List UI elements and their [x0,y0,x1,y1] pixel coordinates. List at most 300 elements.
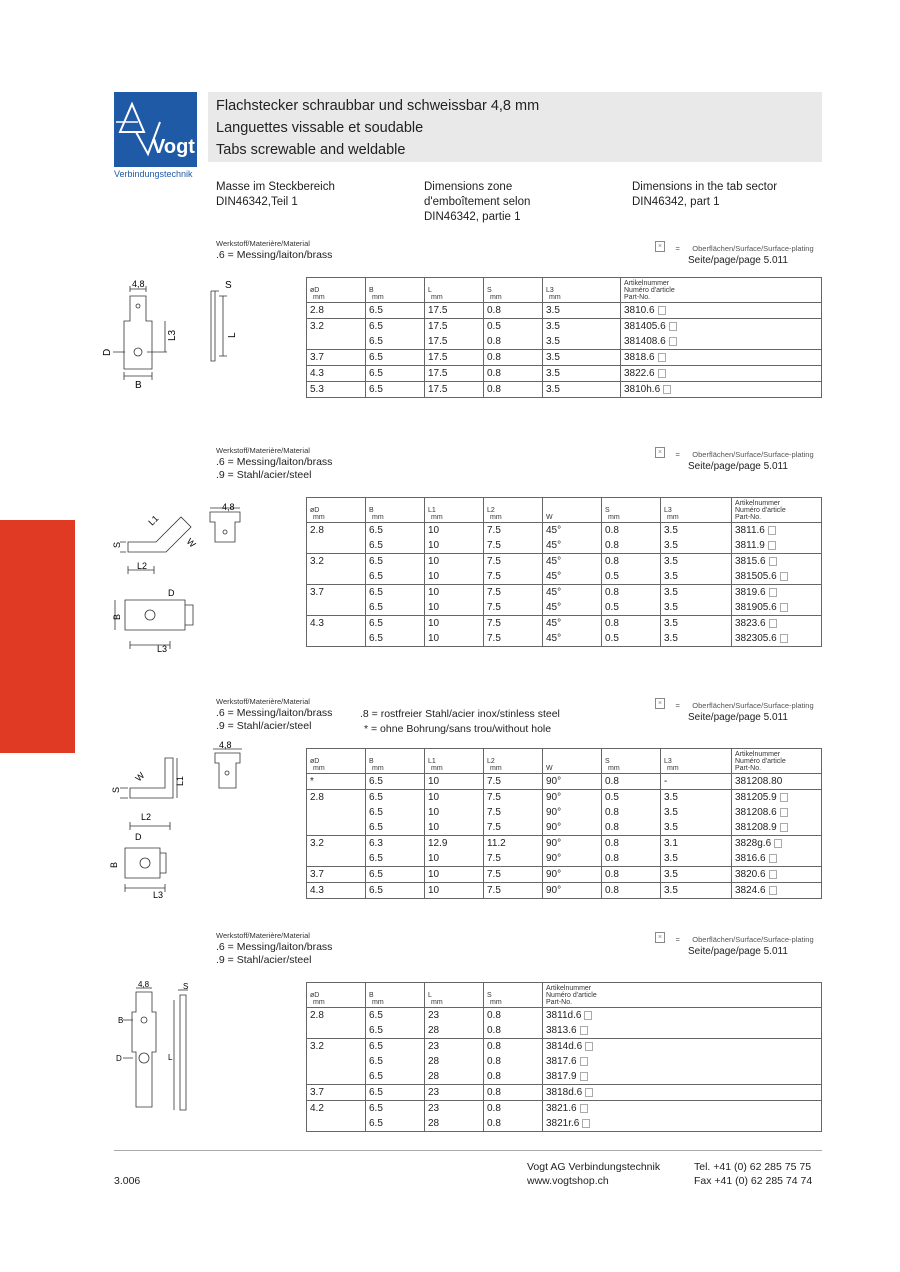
cell-value: 3.5 [546,336,560,347]
company-name: Vogt AG Verbindungstechnik [527,1161,661,1173]
cell-value: 3.2 [310,321,324,332]
cell-value: 6.5 [369,602,383,613]
table-cell [661,790,732,806]
cell-value: 3.1 [664,838,678,849]
table-cell [543,851,602,867]
table-cell [307,1101,366,1117]
cell-value: 0.8 [487,1071,501,1082]
column-header [366,749,425,774]
table-cell [661,616,732,632]
part-number-cell [732,790,822,806]
dim-s: S [225,280,232,291]
table-cell [366,1101,425,1117]
table-cell [307,319,366,335]
column-header-part-no [732,498,822,523]
table-cell [661,820,732,836]
cell-value: 0.5 [605,633,619,644]
table-cell [307,1039,366,1055]
part-number-cell [732,836,822,852]
table-cell [307,867,366,883]
plating-option-icon [658,353,666,362]
table-cell [307,538,366,554]
cell-value: 28 [428,1056,440,1067]
column-header-label: L3 [664,507,672,514]
cell-value: 12.9 [428,838,448,849]
dim-l3: L3 [157,644,168,654]
column-header-label: W [546,765,553,772]
cell-value: 11.2 [487,838,506,849]
material-steel: .9 = Stahl/acier/steel [216,469,312,481]
column-header [543,749,602,774]
column-header-label: S [605,758,610,765]
table-cell [543,382,621,398]
table-cell [661,836,732,852]
material-stainless: .8 = rostfreier Stahl/acier inox/stinless steel [360,708,560,720]
table-cell [543,319,621,335]
cell-value: 45° [546,602,562,613]
table-cell [366,366,425,382]
table-cell [425,1008,484,1024]
table-cell [307,805,366,820]
plating-label: Oberflächen/Surface/Surface-plating [692,701,814,710]
cell-value: 2.8 [310,792,324,803]
part-number: 381405.6 [624,321,666,332]
column-unit: mm [667,765,679,772]
company-website-link[interactable]: www.vogtshop.ch [527,1175,609,1187]
subheader-en [632,180,832,210]
dim-l3: L3 [153,890,164,900]
subheader-fr [424,180,624,225]
dim-l2: L2 [137,561,148,571]
table-cell [307,820,366,836]
table-cell [543,334,621,350]
cell-value: 3.5 [546,352,560,363]
cell-value: 3.5 [546,384,560,395]
cell-value: 0.5 [605,571,619,582]
table-cell [425,538,484,554]
part-number-cell [543,1085,822,1101]
cell-value: 3.5 [664,571,678,582]
part-number: 3821.6 [546,1103,577,1114]
table-cell [484,631,543,647]
cell-value: 6.5 [369,1056,383,1067]
table-cell [602,883,661,899]
cell-value: 0.8 [605,838,619,849]
table-cell [366,382,425,398]
cell-value: 6.5 [369,1118,383,1129]
cell-value: 3.2 [310,556,324,567]
cell-value: 28 [428,1071,440,1082]
part-number: 3819.6 [735,587,766,598]
table-cell [307,600,366,616]
plating-option-icon [663,385,671,394]
column-header [484,278,543,303]
title-de: Flachstecker schraubbar und schweissbar 4,8 mm [216,98,540,114]
column-header-label: L1 [428,507,436,514]
dim-l: L [168,1053,173,1062]
cell-value: 6.5 [369,571,383,582]
table-cell [307,334,366,350]
table-cell [484,585,543,601]
table-cell [543,538,602,554]
cell-value: 6.5 [369,587,383,598]
dim-d: D [168,588,175,598]
column-header-label: L3 [664,758,672,765]
plating-option-icon [582,1119,590,1128]
cell-value: 90° [546,838,562,849]
part-number: 381905.6 [735,602,777,613]
material-steel: .9 = Stahl/acier/steel [216,720,312,732]
cell-value: 0.8 [605,853,619,864]
column-unit: mm [490,999,502,1006]
table-cell [484,867,543,883]
part-number-cell [621,350,822,366]
cell-value: 3.5 [664,602,678,613]
table-row [307,1008,822,1024]
table-cell [425,1085,484,1101]
subheader-fr-line: DIN46342, partie 1 [424,211,521,223]
part-number: 382305.6 [735,633,777,644]
plating-page-link[interactable]: Seite/page/page 5.011 [688,461,788,472]
column-header-label: S [487,287,492,294]
part-no-header-line: Artikelnummer [735,500,781,507]
cell-value: 0.8 [605,807,619,818]
table-cell [425,366,484,382]
cell-value: 10 [428,571,440,582]
table-cell [307,616,366,632]
subheader-fr-line: Dimensions zone [424,181,513,193]
column-header [425,498,484,523]
dim-width: 4,8 [219,740,232,750]
cell-value: 7.5 [487,618,501,629]
table-cell [661,883,732,899]
plating-eq: = [675,701,680,710]
cell-value: 4.3 [310,885,324,896]
table-cell [484,883,543,899]
table-cell [484,382,543,398]
table-cell [366,631,425,647]
part-number: 3811d.6 [546,1010,582,1021]
subheader-en-line: DIN46342, part 1 [632,196,720,208]
part-number-cell [543,1116,822,1132]
part-no-header-line: Artikelnummer [735,751,781,758]
spec-table-1 [306,277,822,398]
cell-value: 7.5 [487,853,501,864]
table-row [307,1039,822,1055]
table-cell [425,523,484,539]
table-cell [484,616,543,632]
column-header-label: L2 [487,507,495,514]
part-number-cell [621,382,822,398]
table-cell [366,600,425,616]
cell-value: 6.5 [369,885,383,896]
cell-value: 10 [428,869,440,880]
cell-value: 90° [546,853,562,864]
table-cell [484,1069,543,1085]
table-cell [543,600,602,616]
column-header-label: B [369,507,374,514]
cell-value: 10 [428,807,440,818]
cell-value: - [664,776,668,787]
column-header [307,983,366,1008]
cell-value: 7.5 [487,602,501,613]
part-number: 3811.9 [735,540,765,551]
part-number-cell [621,334,822,350]
cell-value: 0.8 [605,587,619,598]
table-row [307,883,822,899]
cell-value: 10 [428,853,440,864]
cell-value: 10 [428,587,440,598]
cell-value: 6.5 [369,384,383,395]
table-cell [307,1085,366,1101]
dim-l: L [227,332,238,338]
cell-value: 10 [428,776,440,787]
table-cell [425,600,484,616]
table-cell [425,774,484,790]
dim-d: D [102,348,113,356]
plating-option-icon [769,557,777,566]
cell-value: 10 [428,822,440,833]
plating-block [655,929,814,957]
cell-value: 7.5 [487,587,501,598]
table-cell [307,851,366,867]
table-cell [661,600,732,616]
subheader-de [216,180,416,210]
cell-value: 0.5 [605,602,619,613]
cell-value: 6.5 [369,525,383,536]
column-header [484,983,543,1008]
table-row [307,1054,822,1069]
column-header-part-no [621,278,822,303]
dim-l2: L2 [141,812,152,822]
table-cell [366,774,425,790]
cell-value: 3.5 [664,822,678,833]
cell-value: 45° [546,525,562,536]
cell-value: 2.8 [310,1010,324,1021]
cell-value: 0.8 [487,1025,501,1036]
cell-value: 0.5 [487,321,501,332]
cell-value: 10 [428,633,440,644]
cell-value: 0.8 [605,869,619,880]
part-number: 381408.6 [624,336,666,347]
table-cell [602,569,661,585]
cell-value: 4.2 [310,1103,324,1114]
table-cell [543,820,602,836]
table-cell [602,631,661,647]
table-cell [366,334,425,350]
cell-value: 10 [428,525,440,536]
table-cell [307,1069,366,1085]
section-color-tab [0,520,75,753]
table-row [307,538,822,554]
cell-value: 90° [546,776,562,787]
part-number-cell [732,554,822,570]
column-unit: mm [490,294,502,301]
part-number-cell [732,585,822,601]
column-unit: mm [313,765,325,772]
cell-value: 6.5 [369,305,383,316]
column-unit: mm [372,514,384,521]
dim-width: 4,8 [132,279,145,289]
plating-option-icon [669,337,677,346]
cell-value: 0.5 [605,792,619,803]
column-header [543,278,621,303]
table-cell [602,820,661,836]
part-number-cell [732,883,822,899]
table-cell [484,820,543,836]
table-cell [425,334,484,350]
cell-value: 0.8 [487,384,501,395]
cell-value: 10 [428,885,440,896]
table-cell [366,523,425,539]
dim-width: 4,8 [138,980,150,989]
dim-s: S [111,786,121,793]
column-unit: mm [549,294,561,301]
cell-value: 23 [428,1041,440,1052]
table-cell [484,569,543,585]
cell-value: 3.5 [546,321,560,332]
cell-value: 17.5 [428,305,448,316]
table-row [307,1023,822,1039]
table-cell [602,600,661,616]
plating-option-icon [774,839,782,848]
part-number-cell [732,538,822,554]
cell-value: 90° [546,792,562,803]
table-cell [307,1023,366,1039]
plating-option-icon [669,322,677,331]
table-cell [484,523,543,539]
table-cell [425,851,484,867]
plating-option-icon [769,886,777,895]
plating-option-icon [780,634,788,643]
cell-value: 0.8 [487,1041,501,1052]
table-cell [366,616,425,632]
cell-value: 23 [428,1087,440,1098]
plating-option-icon [769,619,777,628]
material-label: Werkstoff/Materière/Material [216,239,310,248]
table-cell [543,836,602,852]
table-row [307,350,822,366]
dim-b: B [109,861,119,868]
part-number: 3817.9 [546,1071,577,1082]
cell-value: 3.5 [546,368,560,379]
dim-d: D [116,1054,122,1063]
crossed-box-icon: × [655,241,665,252]
table-cell [307,883,366,899]
table-cell [484,538,543,554]
cell-value: 3.5 [664,853,678,864]
table-cell [484,554,543,570]
title-en: Tabs screwable and weldable [216,142,406,158]
cell-value: 23 [428,1010,440,1021]
column-header-label: S [605,507,610,514]
cell-value: 7.5 [487,792,501,803]
table-cell [366,836,425,852]
cell-value: 7.5 [487,540,501,551]
part-number: 3818.6 [624,352,655,363]
table-cell [602,538,661,554]
plating-page-link[interactable]: Seite/page/page 5.011 [688,946,788,957]
table-cell [366,805,425,820]
plating-page-link[interactable]: Seite/page/page 5.011 [688,712,788,723]
table-cell [366,1023,425,1039]
column-unit: mm [372,294,384,301]
table-cell [425,805,484,820]
table-cell [425,616,484,632]
column-unit: mm [608,514,620,521]
column-header [307,498,366,523]
column-header-label: øD [310,758,320,765]
table-cell [366,1069,425,1085]
column-header-label: øD [310,287,320,294]
table-cell [366,883,425,899]
cell-value: 6.5 [369,321,383,332]
cell-value: 0.8 [605,885,619,896]
dim-b: B [135,380,142,391]
crossed-box-icon: × [655,698,665,709]
column-header-label: L [428,992,432,999]
part-no-header-line: Numéro d'article [624,287,675,294]
cell-value: * [310,776,314,787]
cell-value: 6.5 [369,822,383,833]
plating-eq: = [675,244,680,253]
part-number: 3814d.6 [546,1041,583,1052]
column-unit: mm [313,294,325,301]
cell-value: 4.3 [310,618,324,629]
column-unit: mm [608,765,620,772]
table-row [307,805,822,820]
table-cell [366,554,425,570]
column-unit: mm [431,765,443,772]
dim-l1: L1 [146,513,161,528]
cell-value: 7.5 [487,571,501,582]
table-cell [307,523,366,539]
cell-value: 23 [428,1103,440,1114]
cell-value: 45° [546,618,562,629]
column-header-label: B [369,992,374,999]
table-cell [425,350,484,366]
table-cell [484,334,543,350]
column-header-label: øD [310,992,320,999]
logo-subtitle: Verbindungstechnik [114,169,193,179]
table-cell [366,1054,425,1069]
part-number: 3828g.6 [735,838,772,849]
table-cell [366,1008,425,1024]
part-number: 3824.6 [735,885,766,896]
table-cell [425,319,484,335]
table-row [307,303,822,319]
column-header [661,498,732,523]
cell-value: 28 [428,1025,440,1036]
drawing-tab-straight [95,276,250,396]
plating-page-link[interactable]: Seite/page/page 5.011 [688,255,788,266]
table-cell [602,554,661,570]
table-cell [307,569,366,585]
part-number: 3810.6 [624,305,655,316]
cell-value: 45° [546,633,562,644]
company-phone: Tel. +41 (0) 62 285 75 75 [694,1161,812,1173]
table-cell [661,554,732,570]
table-cell [484,1023,543,1039]
table-cell [366,1039,425,1055]
material-brass: .6 = Messing/laiton/brass [216,456,333,468]
table-cell [366,319,425,335]
column-header-label: B [369,287,374,294]
table-cell [366,350,425,366]
plating-option-icon [780,823,788,832]
table-cell [602,851,661,867]
cell-value: 90° [546,869,562,880]
